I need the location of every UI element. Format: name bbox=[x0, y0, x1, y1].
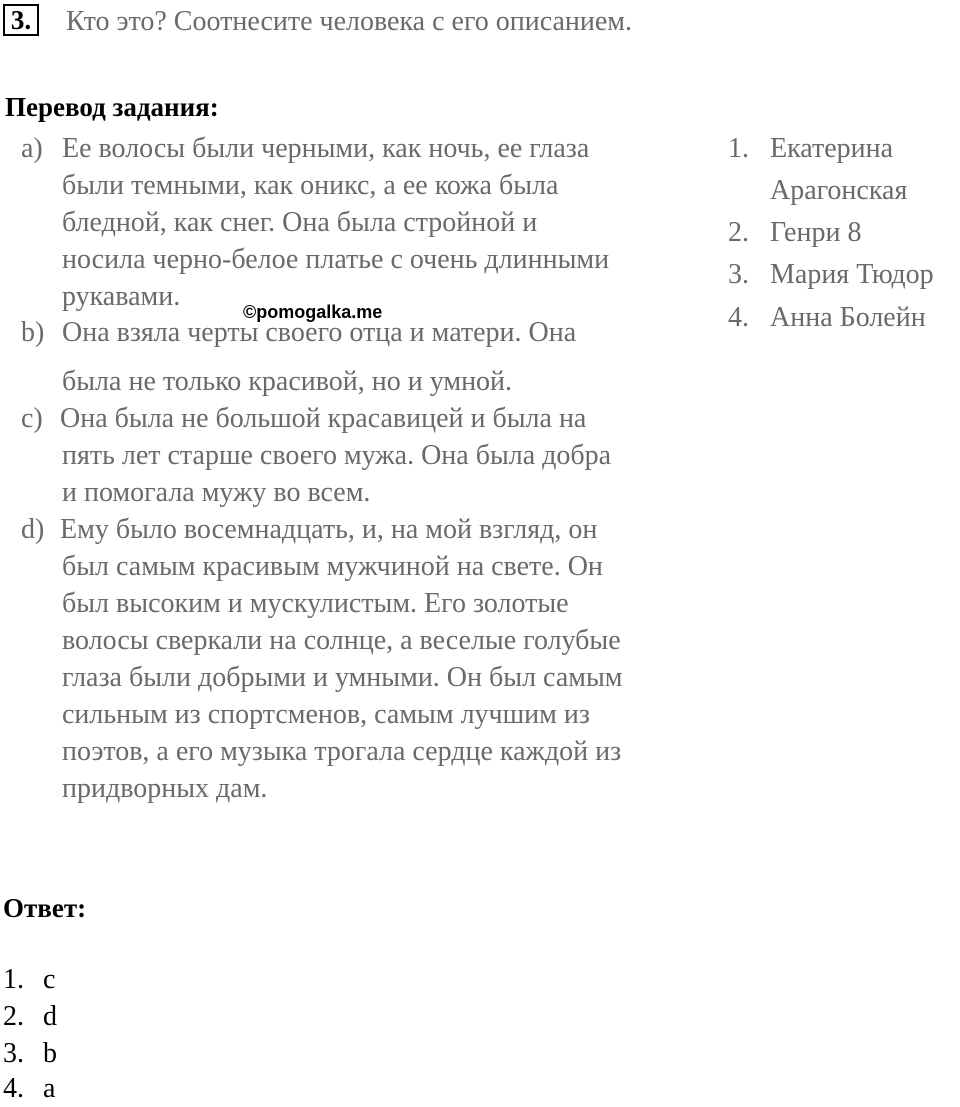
description-line: Ему было восемнадцать, и, на мой взгляд, он bbox=[60, 514, 598, 545]
description-line: бледной, как снег. Она была стройной и bbox=[62, 207, 538, 238]
description-line: был самым красивым мужчиной на свете. Он bbox=[62, 551, 603, 582]
translation-heading: Перевод задания: bbox=[5, 92, 219, 122]
answer-letter: a bbox=[43, 1073, 56, 1104]
answer-number: 1. bbox=[3, 964, 24, 995]
description-marker: b) bbox=[21, 317, 45, 348]
description-line: поэтов, а его музыка трогала сердце каждой из bbox=[62, 736, 622, 767]
task-number-box: 3. bbox=[3, 4, 39, 36]
description-line: и помогала мужу во всем. bbox=[62, 477, 371, 508]
description-line: Она взяла черты своего отца и матери. Она bbox=[62, 317, 577, 348]
answer-letter: b bbox=[43, 1038, 57, 1069]
description-line: был высоким и мускулистым. Его золотые bbox=[62, 588, 569, 619]
person-number: 2. bbox=[728, 217, 749, 248]
description-line: глаза были добрыми и умными. Он был самым bbox=[62, 662, 623, 693]
person-name: Генри 8 bbox=[770, 217, 862, 248]
person-name: Екатерина bbox=[770, 133, 894, 164]
description-line: были темными, как оникс, а ее кожа была bbox=[62, 170, 559, 201]
answer-number: 4. bbox=[3, 1073, 24, 1104]
description-line: Она была не большой красавицей и была на bbox=[60, 403, 587, 434]
description-line: Ее волосы были черными, как ночь, ее глаза bbox=[62, 133, 590, 164]
description-marker: d) bbox=[21, 514, 45, 545]
person-name: Мария Тюдор bbox=[770, 259, 934, 290]
description-marker: c) bbox=[21, 403, 43, 434]
description-marker: a) bbox=[21, 133, 43, 164]
description-line: придворных дам. bbox=[62, 773, 268, 804]
watermark: ©pomogalka.me bbox=[243, 302, 383, 322]
person-name: Анна Болейн bbox=[770, 302, 926, 333]
answer-number: 3. bbox=[3, 1038, 24, 1069]
description-line: была не только красивой, но и умной. bbox=[62, 366, 513, 397]
description-line: волосы сверкали на солнце, а веселые голубые bbox=[62, 625, 621, 656]
task-title: Кто это? Соотнесите человека с его описанием. bbox=[66, 6, 633, 37]
person-number: 3. bbox=[728, 259, 749, 290]
answer-number: 2. bbox=[3, 1001, 24, 1032]
description-line: рукавами. bbox=[62, 281, 181, 312]
answer-letter: c bbox=[43, 964, 56, 995]
description-line: пять лет старше своего мужа. Она была добра bbox=[62, 440, 612, 471]
description-line: сильным из спортсменов, самым лучшим из bbox=[62, 699, 590, 730]
answer-heading: Ответ: bbox=[3, 893, 87, 923]
description-line: носила черно-белое платье с очень длинными bbox=[62, 244, 610, 275]
answer-letter: d bbox=[43, 1001, 57, 1032]
person-number: 4. bbox=[728, 302, 749, 333]
person-name: Арагонская bbox=[770, 175, 908, 206]
person-number: 1. bbox=[728, 133, 749, 164]
